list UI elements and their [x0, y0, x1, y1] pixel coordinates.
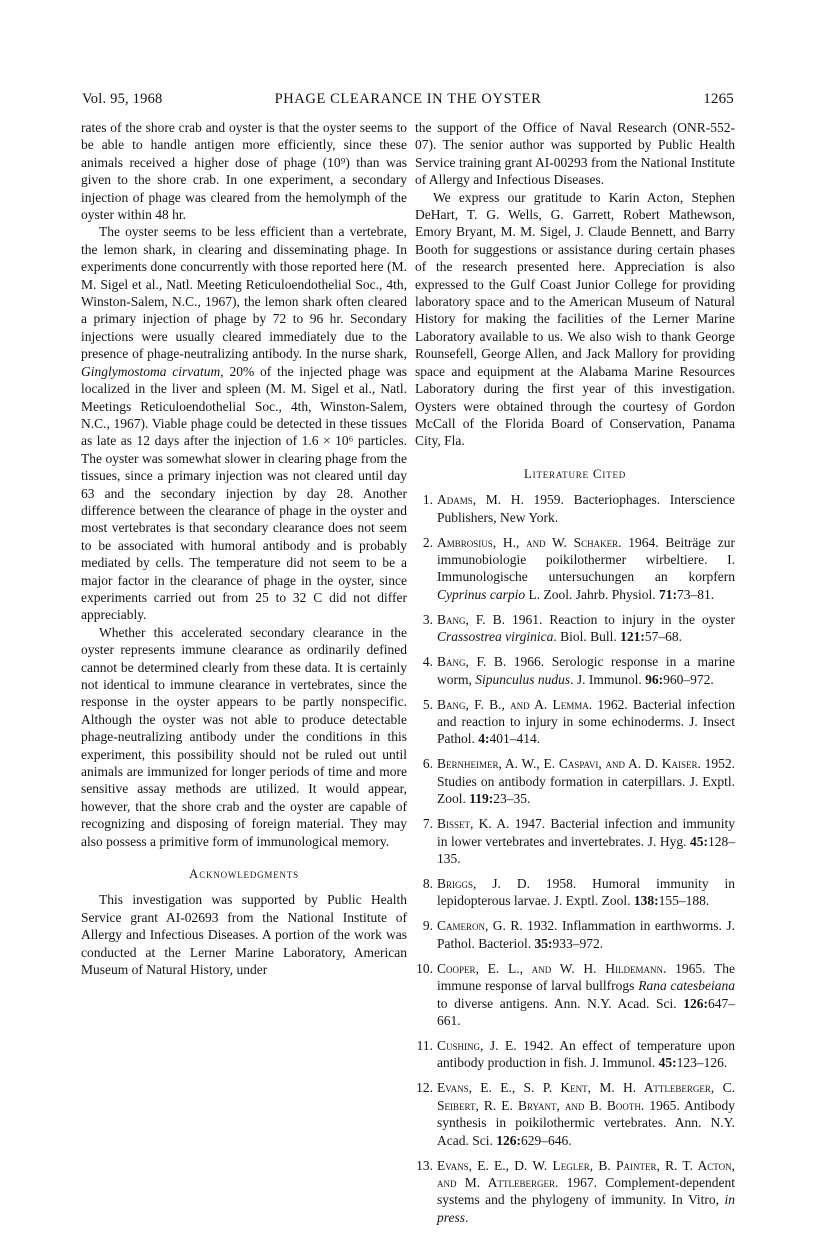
reference-text: 1965. The immune response of larval bullfrogs — [437, 960, 735, 994]
reference-authors: Bang, F. B. — [437, 654, 507, 670]
reference-number: 2. — [422, 534, 433, 550]
paragraph-text: , 20% of the injected phage was localized in the liver and spleen (M. M. Sigel et al., Natl. Meetings Reticuloendothelial Soc., 4th, Winston-Salem, N.C., 1967). Viable phage could be detected in these tissues as late as 12 days after the injection of 1.6 × 10⁶ particles. The oyster was somewhat slower in clearing phage from the tissues, since a primary injection was not cleared until day 63 and the secondary injection by day 28. Another difference between the clearance of phage in the oyster and most vertebrates is that secondary clearance does not seem to be associated with humoral antibody and is probably mediated by cells. The temperature did not seem to be a major factor in the clearance of phage in the oyster, since experiments carried out from 25 to 32 C did not differ appreciably. — [81, 363, 407, 623]
reference-text: 1958. Humoral immunity in lepidopterous larvae. J. Exptl. Zool. — [437, 876, 735, 909]
reference-item — [415, 1079, 735, 1149]
acknowledgments-paragraph-1-continued: the support of the Office of Naval Research (ONR-552-07). The senior author was supported by Public Health Service training grant AI-00293 from the National Institute of Allergy and Infectious Diseases. — [415, 120, 735, 188]
reference-pages: 960–972. — [663, 671, 714, 687]
reference-item — [415, 653, 735, 688]
reference-authors: Ambrosius, H., and W. Schaker. — [437, 534, 622, 550]
reference-text: 1965. Antibody synthesis in poikilothermic vertebrates. Ann. N.Y. Acad. Sci. — [437, 1097, 735, 1148]
reference-item — [415, 815, 735, 867]
reference-text: to diverse antigens. Ann. N.Y. Acad. Sci. — [437, 995, 684, 1011]
reference-pages: 647–661. — [437, 995, 735, 1029]
reference-italic: Rana catesbeiana — [638, 978, 735, 994]
reference-number: 11. — [416, 1038, 433, 1054]
acknowledgments-paragraph-2: We express our gratitude to Karin Acton, Stephen DeHart, T. G. Wells, G. Garrett, Robert Mathewson, Emory Bryant, M. M. Sigel, J. Claude Bennett, and Barry Booth for suggestions or assistance during certain phases of the research presented here. Appreciation is also expressed to the Gulf Coast Junior College for providing laboratory space and to the American Museum of Natural History for making the facilities of the Lerner Marine Laboratory available to us. We also wish to thank George Rounsefell, George Allen, and Jack Mallory for providing space and equipment at the Alabama Marine Resources Laboratory during the first year of this investigation. Oysters were obtained through the courtesy of Gordon McCall of the Florida Board of Conservation, Panama City, Fla. — [415, 189, 735, 449]
reference-item — [415, 875, 735, 910]
running-header — [82, 91, 734, 111]
reference-authors: Evans, E. E., D. W. Legler, B. Painter, R. T. Acton, and M. Attleberger. — [437, 1157, 735, 1191]
reference-pages: 933–972. — [552, 935, 604, 951]
discussion-paragraph-1: rates of the shore crab and oyster is that the oyster seems to be able to handle antigen more efficiently, since these animals received a higher dose of phage (10⁹) than was given to the shore crab. In one experiment, a secondary injection of phage was cleared from the hemolymph of the oyster within 48 hr. — [81, 120, 407, 223]
reference-item — [415, 491, 735, 526]
left-column — [81, 119, 407, 979]
reference-pages: 401–414. — [489, 731, 541, 747]
reference-item — [415, 960, 735, 1030]
reference-text: 1932. Inflammation in earthworms. J. Pathol. Bacteriol. — [437, 918, 735, 951]
acknowledgments-heading: Acknowledgments — [189, 866, 299, 882]
reference-text: 1959. Bacteriophages. Interscience Publishers, New York. — [437, 492, 736, 525]
reference-number: 10. — [416, 960, 433, 976]
reference-pages: 629–646. — [520, 1132, 572, 1148]
reference-item — [415, 534, 735, 604]
reference-text: 1952. Studies on antibody formation in caterpillars. J. Exptl. Zool. — [437, 756, 735, 807]
reference-text: L. Zool. Jahrb. Physiol. — [525, 586, 660, 602]
reference-number: 5. — [422, 696, 433, 712]
reference-pages: 73–81. — [677, 586, 715, 602]
paragraph-text: The oyster seems to be less efficient than a vertebrate, the lemon shark, in clearing and disseminating phage. In experiments done concurrently with those reported here (M. M. Sigel et al., Natl. Meeting Reticuloendothelial Soc., 4th, Winston-Salem, N.C., 1967), the lemon shark often cleared a primary injection of phage by 72 to 96 hr. Secondary injections were usually cleared immediately due to the presence of phage-neutralizing antibody. In the nurse shark, — [81, 224, 407, 362]
reference-number: 9. — [422, 918, 433, 934]
reference-text: 1962. Bacterial infection and reaction to injury in some echinoderms. J. Insect Pathol. — [437, 696, 736, 747]
reference-volume: 121: — [620, 629, 645, 645]
reference-volume: 126: — [496, 1132, 521, 1148]
reference-number: 1. — [422, 492, 433, 508]
reference-italic: in press — [437, 1192, 735, 1225]
reference-pages: 23–35. — [493, 791, 531, 807]
reference-text: 1947. Bacterial infection and immunity in lower vertebrates and invertebrates. J. Hyg. — [437, 816, 735, 849]
reference-item — [415, 1157, 735, 1227]
reference-authors: Bernheimer, A. W., E. Caspavi, and A. D. Kaiser. — [437, 756, 701, 772]
running-title: PHAGE CLEARANCE IN THE OYSTER — [274, 91, 542, 107]
reference-pages: 155–188. — [658, 893, 710, 909]
literature-cited-heading: Literature Cited — [523, 465, 627, 481]
species-name: Ginglymostoma cirvatum — [81, 363, 221, 379]
reference-volume: 119: — [469, 791, 494, 807]
reference-volume: 45: — [658, 1055, 677, 1071]
reference-italic: Sipunculus nudus — [475, 671, 571, 687]
reference-list — [415, 491, 735, 1226]
reference-item — [415, 917, 735, 952]
reference-number: 6. — [422, 756, 433, 772]
reference-item — [415, 755, 735, 807]
reference-text: . — [465, 1209, 469, 1225]
reference-volume: 126: — [683, 995, 708, 1011]
reference-authors: Bang, F. B. — [437, 611, 506, 627]
discussion-paragraph-3: Whether this accelerated secondary clearance in the oyster represents immune clearance as ordinarily defined cannot be determined clearly from these data. It is certainly not identical to immune clearance in vertebrates, since the response in the oyster appears to be partly nonspecific. Although the oyster was not able to produce detectable phage-neutralizing antibody under the conditions in this experiment, this possibility should not be ruled out until animals are immunized for longer periods of time and more sensitive assay methods are utilized. It would appear, however, that the shore crab and the oyster are capable of recognizing and disposing of foreign material. They may also possess a primitive form of immunological memory. — [81, 624, 407, 849]
reference-number: 3. — [422, 611, 433, 627]
reference-volume: 96: — [645, 671, 664, 687]
reference-volume: 71: — [659, 586, 678, 602]
page-number: 1265 — [703, 91, 734, 107]
reference-item — [415, 611, 735, 646]
reference-text: . Biol. Bull. — [553, 629, 621, 645]
reference-volume: 45: — [690, 833, 708, 849]
discussion-paragraph-2 — [81, 223, 407, 623]
reference-pages: 57–68. — [644, 629, 683, 645]
reference-authors: Bisset, K. A. — [437, 816, 510, 832]
reference-number: 12. — [416, 1080, 433, 1096]
reference-text: 1961. Reaction to injury in the oyster — [505, 611, 735, 627]
reference-authors: Adams, M. H. — [437, 492, 524, 508]
reference-authors: Cooper, E. L., and W. H. Hildemann. — [437, 960, 667, 976]
reference-authors: Evans, E. E., S. P. Kent, M. H. Attleberger, C. Seibert, R. E. Bryant, and B. Booth. — [437, 1080, 735, 1113]
reference-volume: 35: — [534, 935, 553, 951]
reference-item — [415, 1037, 735, 1072]
reference-text: 1964. Beiträge zur immunobiologie poikilothermer wirbeltiere. I. Immunologische untersuchungen an korpfern — [437, 534, 735, 585]
reference-item — [415, 696, 735, 748]
reference-number: 13. — [416, 1157, 433, 1173]
reference-number: 7. — [422, 816, 433, 832]
reference-text: 1966. Serologic response in a marine worm, — [437, 654, 736, 687]
reference-number: 4. — [422, 654, 433, 670]
reference-volume: 138: — [633, 893, 659, 909]
reference-authors: Cameron, G. R. — [437, 918, 523, 934]
reference-authors: Bang, F. B., and A. Lemma. — [437, 696, 593, 712]
reference-number: 8. — [422, 876, 433, 891]
reference-italic: Crassostrea virginica — [437, 629, 554, 645]
right-column — [415, 119, 735, 1234]
volume-label: Vol. 95, 1968 — [82, 91, 163, 107]
reference-volume: 4: — [478, 731, 490, 747]
reference-italic: Cyprinus carpio — [437, 586, 526, 602]
reference-pages: 128–135. — [437, 833, 735, 866]
reference-pages: 123–126. — [676, 1055, 728, 1071]
reference-text: 1942. An effect of temperature upon antibody production in fish. J. Immunol. — [437, 1038, 736, 1071]
reference-text: . J. Immunol. — [570, 671, 646, 687]
acknowledgments-paragraph-1: This investigation was supported by Public Health Service grant AI-02693 from the National Institute of Allergy and Infectious Diseases. A portion of the work was conducted at the Lerner Marine Laboratory, American Museum of Natural History, under — [81, 892, 407, 978]
reference-authors: Briggs, J. D. — [437, 876, 530, 891]
reference-text: 1967. Complement-dependent systems and the phylogeny of immunity. In Vitro, — [437, 1175, 735, 1208]
reference-authors: Cushing, J. E. — [437, 1038, 517, 1054]
